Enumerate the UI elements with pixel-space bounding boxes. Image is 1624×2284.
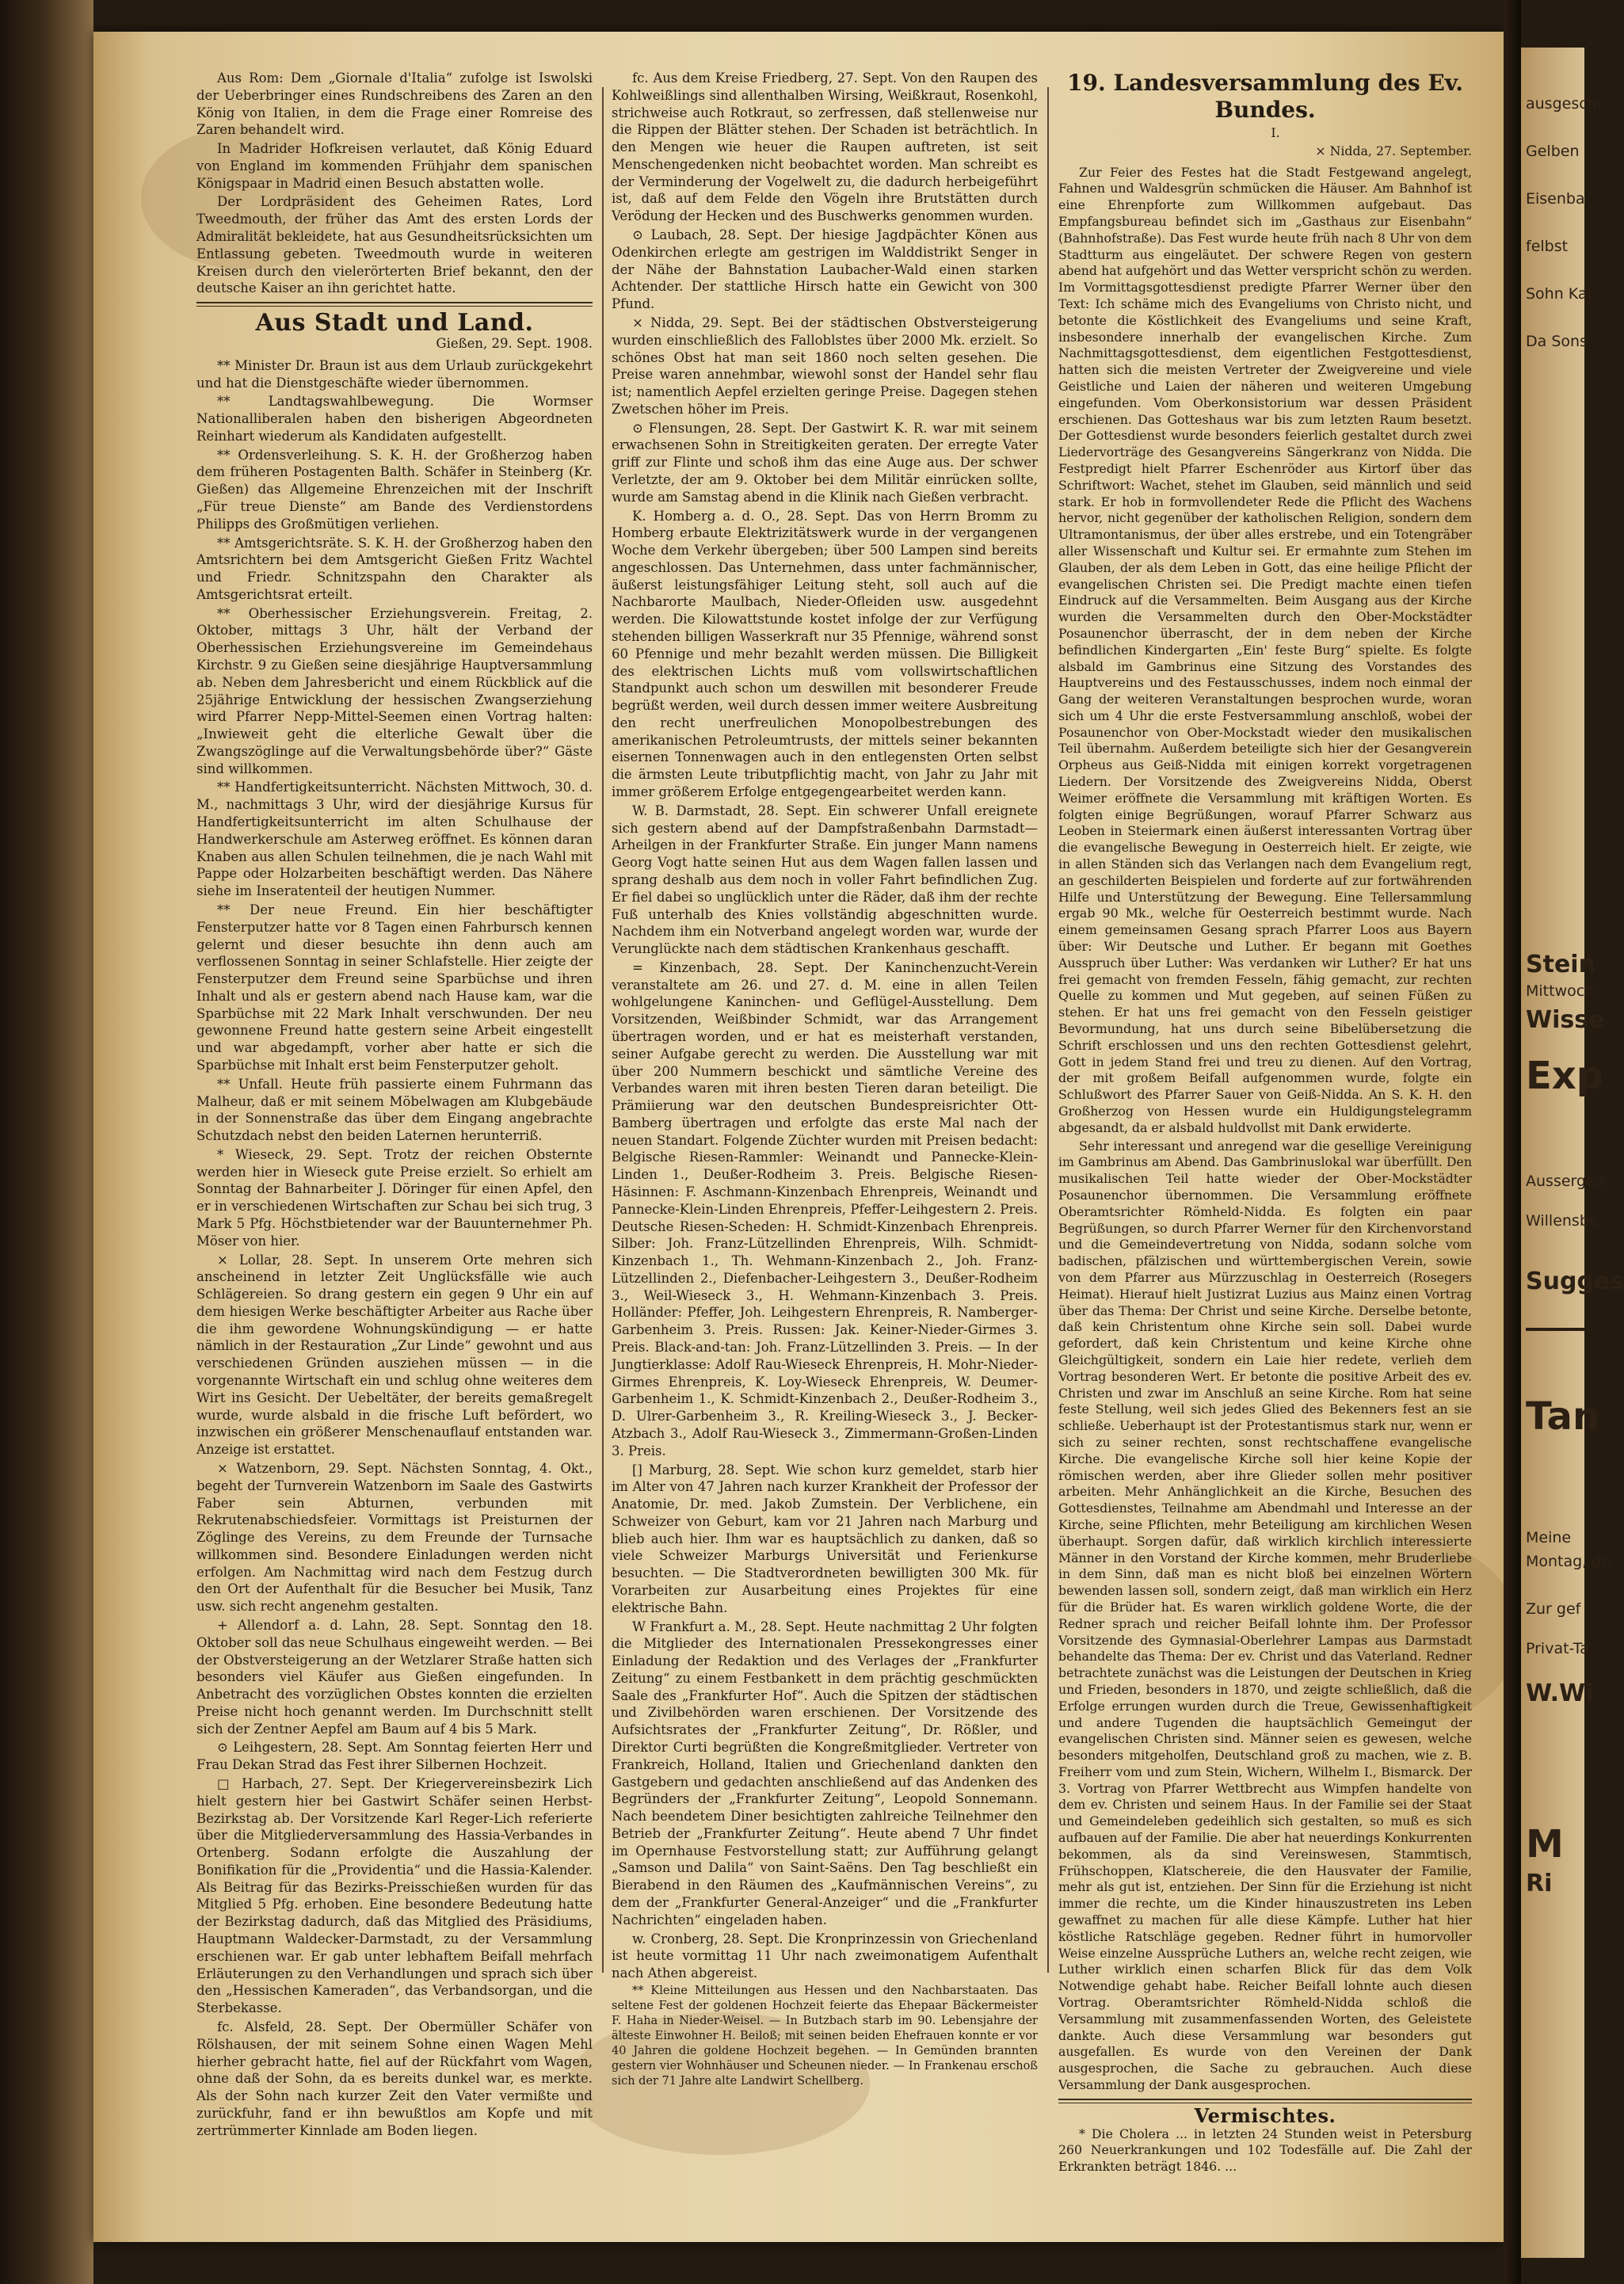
article: × Watzenborn, 29. Sept. Nächsten Sonntag, 4. Okt., begeht der Turnverein Watzenborn im Saale des Gastwirts Faber sein Abturnen, verbunden mit Rekrutenabschiedsfeier. Vormittags ist Preisturnen der Zöglinge des Vereins, zu dem Freunde der Turnsache willkommen sind. Besondere Einladungen werden nicht erfolgen. Am Nachmittag wird nach dem Festzug durch den Ort der Aufenthalt für die Besucher bei Musik, Tanz usw. sich recht angenehm gestalten. [196, 1460, 593, 1615]
fragment: Montag, de [1526, 1553, 1611, 1570]
article: ** Der neue Freund. Ein hier beschäftigter Fensterputzer hatte vor 8 Tagen einen Fahrbursch kennen gelernt und dieser besuchte ihn denn auch am verflossenen Sonntag in seiner Schlafstelle. Hier zeigte der Fensterputzer dem Freund seine Sparbüchse und ihren Inhalt und als er gestern abend nach Hause kam, war die Sparbüchse mit 22 Mark Inhalt verschwunden. Der neu gewonnene Freund hatte gestern seine Arbeit eingestellt und war abgedampft, vorher aber hatte er sich die Sparbüchse mit Inhalt erst beim Fensterputzer geholt. [196, 902, 593, 1073]
fragment: Exp [1526, 1054, 1604, 1098]
section-title: Vermischtes. [1194, 2103, 1336, 2127]
article: fc. Alsfeld, 28. Sept. Der Obermüller Schäfer von Rölshausen, der mit seinem Sohne einen Wagen Mehl hierher gebracht hatte, fiel auf der Rückfahrt vom Wagen, ohne daß der Sohn, da es bereits dunkel war, es merkte. Als der Sohn nach kurzer Zeit den Vater vermißte und zurückfuhr, fand er ihn bewußtlos am Kopfe und mit zertrümmerter Kinnlade am Boden liegen. [196, 2019, 593, 2138]
article: ⊙ Flensungen, 28. Sept. Der Gastwirt K. R. war mit seinem erwachsenen Sohn in Streitigkeiten geraten. Der erregte Vater griff zur Flinte und schoß ihm das eine Auge aus. Der schwer Verletzte, der am 9. Oktober bei dem Militär einrücken sollte, wurde am Samstag abend in die Klinik nach Gießen verbracht. [612, 420, 1038, 505]
article: Sehr interessant und anregend war die gesellige Vereinigung im Gambrinus am Abend. Das Gambrinuslokal war überfüllt. Den musikalischen Teil hatte wieder der Ober-Mockstädter Posaunenchor übernommen. Die Versammlung eröffnete Oberamtsrichter Römheld-Nidda. Es folgten ein paar Begrüßungen, so durch Pfarrer Werner für den Kirchenvorstand und die Gemeindevertretung von Nidda, sodann solche vom badischen, pfälzischen und württembergischen Verein, sowie von dem Pfarrer aus Mürzzuschlag in Oesterreich (Rosegers Heimat). Hierauf hielt Justizrat Luzius aus Mainz einen Vortrag über das Thema: Der Christ und seine Kirche. Derselbe betonte, daß kein Christentum ohne Kirche sein soll. Dabei wurde gefordert, daß kein Christentum und keine Kirche ohne Gleichgültigkeit, sondern ein Laie hier redete, verlieh dem Vortrag besonderen Wert. Er betonte die positive Arbeit des ev. Christen und zwar im Anschluß an seine Kirche. Rom hat seine feste Stellung, weil sich jedes Glied des Bekenners fest an sie schließe. Ueberhaupt ist der Protestantismus stark nur, wenn er sich zu seiner rechten, sonst rechtschaffene evangelische Kirche. Die evangelische Kirche soll hier keine Kopie der römischen werden, aber ihre Glieder sollen mehr positiver arbeiten. Mehr Anhänglichkeit an die Kirche, Besuchen des Gottesdienstes, Teilnahme am Abendmahl und Interesse an der Kirche, seine Pflichten, mehr Beteiligung am kirchlichen Wesen überhaupt. Sorgen dafür, daß wirklich kirchlich interessierte Männer in den Vorstand der Kirche kommen, mehr Bruderliebe in dem Sinn, daß man es nicht bloß bei einzelnen Wörtern bewenden lassen soll, sondern zeigt, daß man wirklich ein Herz für die Brüder hat. Es waren wirklich goldene Worte, die der Redner sprach und reicher Beifall lohnte ihm. Der Professor Vorsitzende des Gymnasial-Oberlehrer Lampas aus Darmstadt behandelte das Thema: Der ev. Christ und das Vaterland. Redner betrachtete zunächst was die Leistungen der Deutschen in Krieg und Frieden, besonders in 1870, und zeigte schließlich, daß die Erfolge errungen wurden durch die Treue, Gewissenhaftigkeit und andere Tugenden die hauptsächlich Gemeingut der evangelischen Christen sind. Männer seien es gewesen, welche besonders mitgeholfen, Deutschland groß zu machen, wie z. B. Freiherr vom und zum Stein, Wichern, Wilhelm I., Bismarck. Der 3. Vortrag von Pfarrer Wettbrecht aus Wimpfen handelte von dem ev. Christen und seinem Haus. In der Familie sei der Staat und Gemeindeleben gedeihlich sich gestalten, so muß es sich aufbauen auf der Familie. Die aber hat neuerdings Konkurrenten bekommen, als da sind Vereinswesen, Stammtisch, Frühschoppen, Klatschereie, die den Hausvater der Familie, mehr als gut ist, entziehen. Der Sinn für die Erziehung ist nicht immer die rechte, um die Kinder hinauszustreten ins Leben gewaffnet zu machen für alle diese Kämpfe. Luther hat hier köstliche Ratschläge gegeben. Redner führt in humorvoller Weise einzelne Aussprüche Luthers an, welche recht zeigen, wie Luther wirklich einen scharfen Blick für das dem Volk Notwendige gehabt habe. Reicher Beifall lohnte auch diesen Vortrag. Oberamtsrichter Römheld-Nidda schloß die Versammlung mit zusammenfassenden Worten, des Geleistete dankte. Auch diese Versammlung war besonders gut ausgefallen. Es wurde von den Vereinen der Dank ausgesprochen, die Sache zu gebrauchen. Auch diese Versammlung der Dank ausgesprochen. [1058, 1138, 1472, 2093]
fragment: Aussergew [1526, 1173, 1608, 1190]
dateline: × Nidda, 27. September. [1315, 143, 1472, 158]
section-divider [196, 302, 593, 307]
rule [1526, 1328, 1584, 1331]
book-binding [0, 0, 93, 2284]
article: * Die Cholera ... in letzten 24 Stunden weist in Petersburg 260 Neuerkrankungen und 102 Todesfälle auf. Die Zahl der Erkrankten beträgt 1846. ... [1058, 2126, 1472, 2175]
column-2 [612, 70, 1038, 2091]
fragment: M [1526, 1822, 1564, 1866]
fragment: Meine [1526, 1529, 1572, 1546]
fragment: W.Wi [1526, 1680, 1594, 1707]
fragment: Wisse [1526, 1006, 1605, 1034]
dateline: Gießen, 29. Sept. 1908. [436, 335, 593, 351]
column-3 [1058, 70, 1472, 2177]
article: Aus Rom: Dem „Giornale d'Italia“ zufolge ist Iswolski der Ueberbringer eines Rundschreibens des Zaren an den König von Italien, in dem die Frage einer Romreise des Zaren behandelt wird. [196, 71, 593, 138]
article: Zur Feier des Festes hat die Stadt Festgewand angelegt, Fahnen und Waldesgrün schmücken die Häuser. Am Bahnhof ist eine Ehrenpforte zum Willkommen aufgebaut. Das Empfangsbureau befindet sich im „Gasthaus zur Eisenbahn“ (Bahnhofstraße). Das Fest wurde heute früh nach 8 Uhr von dem Stadtturm aus eingeläutet. Der schwere Regen von gestern abend hat aufgehört und das Wetter verspricht schön zu werden. Im Vormittagsgottesdienst predigte Pfarrer Werner über den Text: Ich schäme mich des Evangeliums von Christo nicht, und betonte die Köstlichkeit des Evangeliums und seine Kraft, insbesondere innerhalb der evangelischen Kirche. Zum Nachmittagsgottesdienst, dem eigentlichen Festgottesdienst, hatten sich die meisten Vertreter der Zweigvereine und viele Geistliche und Laien der näheren und weiteren Umgebung eingefunden. Vom Oberkonsistorium war dessen Präsident erschienen. Das Gotteshaus war bis zum letzten Raum besetzt. Der Gottesdienst wurde besonders feierlich gestaltet durch zwei Liedervorträge des Gesangvereins Sängerkranz von Nidda. Die Festpredigt hielt Pfarrer Eschenröder aus Kirtorf über das Schriftwort: Wachet, stehet im Glauben, seid männlich und seid stark. Er hob in formvollendeter Rede die Pflicht des Wachens hervor, nicht gegenüber der katholischen Religion, sondern dem Ultramontanismus, der über alles erstrebe, und ein Totengräber aller Wissenschaft und Kultur sei. Er ermahnte zum Stehen im Glauben, der als dem Leben in Gott, das eine heilige Pflicht der evangelischen Christen sei. Die Predigt machte einen tiefen Eindruck auf die Versammelten. Beim Ausgang aus der Kirche wurden die Versammelten durch den Ober-Mockstädter Posaunenchor überrascht, der in dem neben der Kirche befindlichen Kindergarten „Ein' feste Burg“ spielte. Es folgte alsbald im Gambrinus eine Sitzung des Vorstandes des Hauptvereins und des Festausschusses, indem noch einmal der Gang der weiteren Veranstaltungen besprochen wurde, woran sich um 4 Uhr die erste Festversammlung anschloß, wobei der Posaunenchor von Ober-Mockstadt wieder den musikalischen Teil übernahm. Außerdem beteiligte sich hier der Gesangverein Orpheus aus Geiß-Nidda mit einigen korrekt vorgetragenen Liedern. Der Vorsitzende des Zweigvereins Nidda, Oberst Weimer eröffnete die Versammlung mit kräftigen Worten. Es folgten einige Begrüßungen, worauf Pfarrer Schwarz aus Leoben in Steiermark einen äußerst interessanten Vortrag über die evangelische Bewegung in Oesterreich hielt. Er zeigte, wie in allen Ständen sich das Verlangen nach dem Evangelium regt, an geschilderten Beispielen und forderte auf zur fortwährenden Hilfe und Unterstützung der Bewegung. Eine Tellersammlung ergab 90 Mk., welche für Oesterreich bestimmt wurde. Nach einem gemeinsamen Gesang sprach Pfarrer Loos aus Bayern über: Wir Deutsche und Luther. Er begann mit Goethes Ausspruch über Luther: Was verdanken wir Luther? Er hat uns frei gemacht von fremden Fesseln, fähig gemacht, zur rechten Quelle zu kommen und Mut gegeben, auf seinen Füßen zu stehen. Er hat uns frei gemacht von den Fesseln geistiger Bevormundung, hat uns durch seine Bibelübersetzung die Schrift erschlossen und uns den rechten Gottesdienst gelehrt, Gott in jedem Stand frei und treu zu dienen. Auf den Vortrag, der mit großem Beifall aufgenommen wurde, folgte ein Schlußwort des Pfarrer Sauer von Geiß-Nidda. An S. K. H. den Großherzog von Hessen wurde ein Huldigungstelegramm abgesandt, da er alsbald huldvollst mit Dank erwiderte. [1058, 164, 1472, 1135]
article: W. B. Darmstadt, 28. Sept. Ein schwerer Unfall ereignete sich gestern abend auf der Dampfstraßenbahn Darmstadt—Arheilgen in der Frankfurter Straße. Ein junger Mann namens Georg Vogt hatte seinen Hut aus dem Wagen fallen lassen und sprang deshalb aus dem noch in voller Fahrt befindlichen Zug. Er fiel dabei so unglücklich unter die Räder, daß ihm der rechte Fuß unterhalb des Knies vollständig abgeschnitten wurde. Nachdem ihm ein Notverband angelegt worden war, wurde der Verunglückte nach dem städtischen Krankenhaus geschafft. [612, 803, 1038, 957]
article: K. Homberg a. d. O., 28. Sept. Das von Herrn Bromm zu Homberg erbaute Elektrizitätswerk wurde in der vergangenen Woche dem Verkehr übergeben; über 500 Lampen sind bereits angeschlossen. Das Unternehmen, dass unter fachmännischer, äußerst leistungsfähiger Leitung steht, soll auch auf die Nachbarorte Maulbach, Nieder-Ofleiden usw. ausgedehnt werden. Die Kilowattstunde kostet infolge der zur Verfügung stehenden billigen Wasserkraft nur 35 Pfennige, während sonst 60 Pfennige und mehr bezahlt werden müssen. Die Billigkeit des elektrischen Lichts muß vom vollswirtschaftlichen Standpunkt auch schon um deswillen mit besonderer Freude begrüßt werden, weil durch dessen immer weitere Ausbreitung den recht unerfreulichen Monopolbestrebungen des amerikanischen Petroleumtrusts, der mittels seiner bekannten eisernen Tonnenwagen auch in den entlegensten Orten selbst die ärmsten Leute tributpflichtig macht, von Jahr zu Jahr mit immer größerem Erfolge entgegengearbeitet werden kann. [612, 508, 1038, 800]
article: = Kinzenbach, 28. Sept. Der Kaninchenzucht-Verein veranstaltete am 26. und 27. d. M. eine in allen Teilen wohlgelungene Kaninchen- und Geflügel-Ausstellung. Dem Vorsitzenden, Weißbinder Schmidt, war das Arrangement übertragen worden, und er hat es meisterhaft verstanden, seiner Aufgabe gerecht zu werden. Die Ausstellung war mit über 200 Nummern beschickt und sämtliche Vereine des Verbandes waren mit ihren besten Tieren daran beteiligt. Die Prämiierung war den deutschen Bundespreisrichter Ott-Bamberg übertragen und erfolgte das erste Mal nach der neuen Standart. Folgende Züchter wurden mit Preisen bedacht: Belgische Riesen-Rammler: Weinandt und Pannecke-Klein-Linden 1., Deußer-Rodheim 3. Preis. Belgische Riesen-Häsinnen: F. Aschmann-Kinzenbach Ehrenpreis, Weinandt und Pannecke-Klein-Linden Ehrenpreis, Pfeffer-Leihgestern 2. Preis. Deutsche Riesen-Scheden: H. Schmidt-Kinzenbach Ehrenpreis. Silber: Joh. Franz-Lützellinden Ehrenpreis, Wilh. Schmidt-Kinzenbach 1., Th. Wehmann-Kinzenbach 2., Joh. Franz-Lützellinden 2., Diefenbacher-Leihgestern 3., Deußer-Rodheim 3., Weil-Wieseck 3., H. Wehmann-Kinzenbach 3. Preis. Holländer: Pfeffer, Joh. Leihgestern Ehrenpreis, R. Namberger-Garbenheim 3. Preis. Russen: Jak. Keiner-Nieder-Girmes 3. Preis. Black-and-tan: Joh. Franz-Lützellinden 3. Preis. — In der Jungtierklasse: Adolf Rau-Wieseck Ehrenpreis, H. Mohr-Nieder-Girmes Ehrenpreis, K. Loy-Wieseck Ehrenpreis, W. Deumer-Garbenheim 1., K. Schmidt-Kinzenbach 2., Deußer-Rodheim 3., D. Ulrer-Garbenheim 3., R. Kreiling-Wieseck 3., J. Becker-Atzbach 3., Adolf Rau-Wieseck 3., Zimmermann-Großen-Linden 3. Preis. [612, 959, 1038, 1458]
fragment: ausgeschi [1526, 95, 1601, 112]
fragment: Zur gef [1526, 1600, 1581, 1618]
page-gutter [1504, 0, 1521, 2284]
adjacent-page-edge [1521, 48, 1624, 2258]
article: w. Cronberg, 28. Sept. Die Kronprinzessin von Griechenland ist heute vormittag 11 Uhr nach zweimonatigem Aufenthalt nach Athen abgereist. [612, 1931, 1038, 1981]
article: ** Oberhessischer Erziehungsverein. Freitag, 2. Oktober, mittags 3 Uhr, hält der Verband der Oberhessischen Erziehungsvereine im Gemeindehaus Kirchstr. 9 zu Gießen seine diesjährige Hauptversammlung ab. Neben dem Jahresbericht und einem Rückblick auf die 25jährige Entwicklung der hessischen Zwangserziehung wird Pfarrer Nepp-Mittel-Seemen einen Vortrag halten: „Inwieweit geht die elterliche Gewalt über die Zwangszöglinge auf die Verwaltungsbehörde über?“ Gäste sind willkommen. [196, 605, 593, 776]
column-rule [602, 87, 604, 1973]
article-small: ** Kleine Mitteilungen aus Hessen und den Nachbarstaaten. Das seltene Fest der goldenen Hochzeit feierte das Ehepaar Bäckermeister F. Haha in Nieder-Weisel. — In Butzbach starb im 90. Lebensjahre der älteste Einwohner H. Beiloß; mit seinen beiden Ehefrauen konnte er vor 40 Jahren die goldene Hochzeit begehen. — In Gemünden brannten gestern vier Wohnhäuser und Scheunen nieder. — In Frankenau erschoß sich der 71 Jahre alte Landwirt Schellberg. [612, 1984, 1038, 2088]
article: * Wieseck, 29. Sept. Trotz der reichen Obsternte werden hier in Wieseck gute Preise erzielt. So erhielt am Sonntag der Bahnarbeiter J. Döringer für einen Apfel, den er in verschiedenen Wirtschaften zur Schau bei sich trug, 3 Mark 5 Pfg. Höchstbietender war der Bauunternehmer Ph. Möser von hier. [196, 1146, 593, 1249]
fragment: felbst [1526, 238, 1569, 255]
article: In Madrider Hofkreisen verlautet, daß König Eduard von England im kommenden Frühjahr dem spanischen Königspaar in Madrid einen Besuch abstatten wolle. [196, 141, 593, 191]
article: × Nidda, 29. Sept. Bei der städtischen Obstversteigerung wurden einschließlich des Falloblstes über 2000 Mk. erzielt. So schönes Obst hat man seit 1860 noch selten gesehen. Die Preise waren annehmbar, wiewohl sonst der Handel sehr flau ist; namentlich Aepfel erzielten geringe Preise. Dagegen stehen Zwetschen höher im Preis. [612, 315, 1038, 417]
fragment: Privat-Ta [1526, 1640, 1589, 1657]
fragment: Eisenba [1526, 190, 1585, 208]
article: ⊙ Leihgestern, 28. Sept. Am Sonntag feierten Herr und Frau Dekan Strad das Fest ihrer Silbernen Hochzeit. [196, 1740, 593, 1773]
section-divider [1058, 2099, 1472, 2103]
article-part: I. [1271, 125, 1280, 140]
fragment: Sugges [1526, 1268, 1624, 1295]
article: ** Handfertigkeitsunterricht. Nächsten Mittwoch, 30. d. M., nachmittags 3 Uhr, wird der diesjährige Kursus für Handfertigkeitsunterricht im alten Schulhause der Handwerkerschule am Asterweg eröffnet. Es können daran Knaben aus allen Schulen teilnehmen, die je nach Wahl mit Pappe oder Holzarbeiten beschäftigt werden. Das Nähere siehe im Inseratenteil der heutigen Nummer. [196, 780, 593, 899]
article: ⊙ Laubach, 28. Sept. Der hiesige Jagdpächter Könen aus Odenkirchen erlegte am gestrigen im Walddistrikt Senger in der Nähe der Bahnstation Laubacher-Wald einen starken Achtender. Der stattliche Hirsch hatte ein Gewicht von 300 Pfund. [612, 227, 1038, 312]
article: □ Harbach, 27. Sept. Der Kriegervereinsbezirk Lich hielt gestern hier bei Gastwirt Schäfer seinen Herbst-Bezirkstag ab. Der Vorsitzende Karl Reger-Lich referierte über die Mitgliederversammlung des Hassia-Verbandes in Ortenberg. Sodann erfolgte die Auszahlung der Bonifikation für die „Providentia“ und die Hassia-Kalender. Als Beitrag für das Bezirks-Preisschießen wurden für das Mitglied 5 Pfg. erhoben. Eine besondere Bedeutung hatte der Bezirkstag dadurch, daß das Mitglied des Präsidiums, Hauptmann Waldecker-Darmstadt, zu der Versammlung erschienen war. Er gab unter lebhaftem Beifall mehrfach Erläuterungen zu den Verhandlungen und sprach sich über den „Hessischen Kameraden“, das Verbandsorgan, und die Sterbekasse. [196, 1776, 593, 2016]
column-1 [196, 70, 593, 2141]
article: [] Marburg, 28. Sept. Wie schon kurz gemeldet, starb hier im Alter von 47 Jahren nach kurzer Krankheit der Professor der Anatomie, Dr. med. Jakob Zumstein. Der Verblichene, ein Schweizer von Geburt, kam vor 21 Jahren nach Marburg und blieb auch hier. Ihm war es hauptsächlich zu danken, daß so viele Schweizer Marburgs Universität und Ferienkurse besuchten. — Die Stadtverordneten bewilligten 300 Mk. für Vorarbeiten zur Ausarbeitung eines Projektes für eine elektrische Bahn. [612, 1462, 1038, 1615]
fragment: Mittwoch [1526, 982, 1595, 1000]
article: + Allendorf a. d. Lahn, 28. Sept. Sonntag den 18. Oktober soll das neue Schulhaus eingeweiht werden. — Bei der Obstversteigerung an der Wetzlarer Straße hatten sich besonders viel Käufer aus Gießen eingefunden. In Anbetracht des vorzüglichen Obstes konnten die erzielten Preise nicht hoch genannt werden. Im Durchschnitt stellt sich der Zentner Aepfel am Baum auf 4 bis 5 Mark. [196, 1617, 593, 1737]
article: × Lollar, 28. Sept. In unserem Orte mehren sich anscheinend in letzter Zeit Unglücksfälle wie auch Schlägereien. So drang gestern ein gegen 9 Uhr ein auf dem hiesigen Werke beschäftigter Arbeiter aus Rache über die ihm gewordene Wohnungskündigung — er hatte nämlich in der Restauration „Zur Linde“ gewohnt und aus verschiedenen Gründen ausziehen müssen — in die vorgenannte Wirtschaft ein und schlug ohne weiteres dem Wirt ins Gesicht. Der Uebeltäter, der bereits gemaßregelt wurde, wurde alsbald in die frische Luft befördert, wo inzwischen ein größerer Menschenauflauf entstanden war. Anzeige ist erstattet. [196, 1252, 593, 1458]
article: ** Ordensverleihung. S. K. H. der Großherzog haben dem früheren Postagenten Balth. Schäfer in Steinberg (Kr. Gießen) das Allgemeine Ehrenzeichen mit der Inschrift „Für treue Dienste“ am Bande des Verdienstordens Philipps des Großmütigen verliehen. [196, 447, 593, 532]
fragment: Ri [1526, 1870, 1553, 1897]
article: ** Minister Dr. Braun ist aus dem Urlaub zurückgekehrt und hat die Dienstgeschäfte wieder übernommen. [196, 357, 593, 391]
article: ** Unfall. Heute früh passierte einem Fuhrmann das Malheur, daß er mit seinem Möbelwagen am Klubgebäude in der Sonnenstraße das über dem Eingang angebrachte Schutzdach nebst den beiden Laternen herunterriß. [196, 1076, 593, 1144]
fragment: Willensbe [1526, 1212, 1599, 1230]
fragment: Tan [1526, 1394, 1600, 1439]
article: ** Amtsgerichtsräte. S. K. H. der Großherzog haben den Amtsrichtern bei dem Amtsgericht Gießen Fritz Wachtel und Friedr. Schnitzspahn den Charakter als Amtsgerichtsrat erteilt. [196, 535, 593, 602]
fragment: Sohn Kai [1526, 285, 1592, 303]
fragment: Stein [1526, 951, 1595, 978]
article: fc. Aus dem Kreise Friedberg, 27. Sept. Von den Raupen des Kohlweißlings sind allenthalben Wirsing, Weißkraut, Rosenkohl, strichweise auch Rotkraut, so zerfressen, daß stellenweise nur die Rippen der Blätter stehen. Der Schaden ist beträchtlich. In den Mengen wie heuer die Raupen auftreten, ist seit Menschengedenken nicht beobachtet worden. Man schreibt es der Verminderung der Vogelwelt zu, die dadurch herbeigeführt ist, daß auf dem Felde den Vögeln ihre Brutstätten durch Verödung der Hecken und des Buschwerks genommen wurden. [612, 71, 1038, 224]
fragment: Gelben [1526, 143, 1580, 160]
article: ** Landtagswahlbewegung. Die Wormser Nationalliberalen haben den bisherigen Abgeordneten Reinhart wiederum als Kandidaten aufgestellt. [196, 394, 593, 444]
fragment: Da Sons [1526, 333, 1588, 350]
article-title: 19. Landesversammlung des Ev. Bundes. [1067, 70, 1463, 123]
article: W Frankfurt a. M., 28. Sept. Heute nachmittag 2 Uhr folgten die Mitglieder des Internationalen Pressekongresses einer Einladung der Redaktion und des Verlages der „Frankfurter Zeitung“ zu einem Festbankett in dem prächtig geschmückten Saale des „Frankfurter Hof“. Auch die Spitzen der städtischen und Zivilbehörden waren erschienen. Der Vorsitzende des Aufsichtsrates der „Frankfurter Zeitung“, Dr. Rößler, und Direktor Curti begrüßten die Kongreßmitglieder. Vertreter von Frankreich, Holland, Italien und Griechenland dankten den Gastgebern und gedachten anschließend auf das Andenken des Begründers der „Frankfurter Zeitung“, Leopold Sonnemann. Nach beendetem Diner besichtigten zahlreiche Teilnehmer den Betrieb der „Frankfurter Zeitung“. Heute abend 7 Uhr findet im Opernhause Festvorstellung statt; zur Aufführung gelangt „Samson und Dalila“ von Saint-Saëns. Den Tag beschließt ein Bierabend in den Räumen des „Kaufmännischen Vereins“, zu dem der „Frankfurter General-Anzeiger“ und die „Frankfurter Nachrichten“ eingeladen haben. [612, 1619, 1038, 1927]
article: Der Lordpräsident des Geheimen Rates, Lord Tweedmouth, der früher das Amt des ersten Lords der Admiralität bekleidete, hat aus Gesundheitsrücksichten um Entlassung gebeten. Tweedmouth wurde in weiteren Kreisen durch den vielerörterten Brief bekannt, den der deutsche Kaiser an ihn gerichtet hatte. [196, 194, 593, 296]
section-title: Aus Stadt und Land. [255, 309, 534, 337]
column-rule [1047, 87, 1049, 1973]
